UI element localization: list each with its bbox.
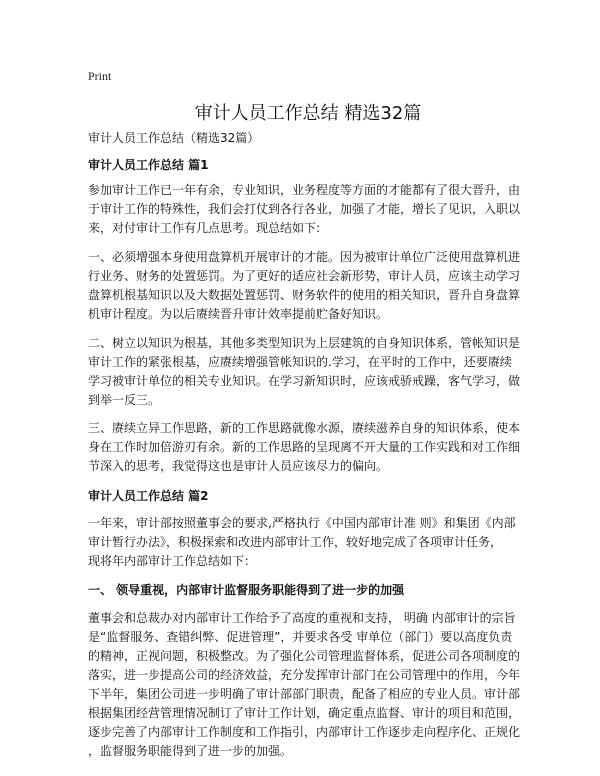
section-heading-2: 审计人员工作总结 篇2 [88, 489, 209, 503]
text-line: 下半年，集团公司进一步明确了审计部部门职责，配备了相应的专业人员。审计部 [88, 687, 521, 701]
subtitle: 审计人员工作总结（精选32篇） [88, 131, 260, 145]
paragraph [88, 419, 520, 476]
page-title: 审计人员工作总结 精选32篇 [194, 103, 422, 124]
sub-heading: 一、 领导重视，内部审计监督服务职能得到了进一步的加强 [88, 583, 405, 597]
section-heading-1: 审计人员工作总结 篇1 [88, 158, 209, 172]
text-line: 身在工作时加倍游刃有余。新的工作思路的呈现离不开大量的工作实践和对工作细 [88, 440, 521, 454]
text-line: 是“监督服务、查错纠弊、促进管理”，并要求各受 审单位（部门）要以高度负责 [88, 630, 513, 644]
text-line: 于审计工作的特殊性，我们会打仗到各行各业，加强了才能，增长了见识，入职以 [88, 202, 521, 216]
text-line: ，监督服务职能得到了进一步的加强。 [88, 744, 293, 758]
paragraph [88, 609, 520, 761]
text-line: 三、赓续立异工作思路，新的工作思路就像水源，赓续滋养自身的知识体系，使本 [88, 421, 521, 435]
text-line: 到举一反三。 [88, 393, 161, 407]
text-line: 落实，进一步提高公司的经济效益，充分发挥审计部门在公司管理中的作用，今年 [88, 668, 521, 682]
text-line: 参加审计工作已一年有余，专业知识，业务程度等方面的才能都有了很大晋升，由 [88, 183, 521, 197]
text-line: 来，对付审计工作有几点思考。现总结如下: [88, 221, 321, 235]
text-line: 逐步完善了内部审计工作制度和工作指引，内部审计工作逐步走向程序化、正规化 [88, 725, 521, 739]
print-label[interactable]: Print [88, 69, 112, 83]
text-line: 的精神，正视问题，积极整改。为了强化公司管理监督体系，促进公司各项制度的 [88, 649, 521, 663]
text-line: 节深入的思考，我觉得这也是审计人员应该尽力的偏向。 [88, 459, 389, 473]
text-line: 行业务、财务的处置惩罚。为了更好的适应社会新形势，审计人员，应该主动学习 [88, 269, 521, 283]
text-line: 审计暂行办法》，积极探索和改进内部审计工作，较好地完成了各项审计任务， [88, 535, 503, 549]
text-line: 一年来，审计部按照董事会的要求,严格执行《中国内部审计准 则》和集团《内部 [88, 516, 516, 530]
paragraph [88, 514, 516, 571]
text-line: 机审计程度。为以后赓续晋升审计效率提前贮备好知识。 [88, 307, 389, 321]
text-line: 审计工作的紧张根基，应赓续增强管帐知识的.学习，在平时的工作中，还要赓续 [88, 355, 512, 369]
text-line: 董事会和总裁办对内部审计工作给予了高度的重视和支持， 明确 内部审计的宗旨 [88, 611, 516, 625]
text-line: 二、树立以知识为根基，其他多类型知识为上层建筑的自身知识体系，管帐知识是 [88, 336, 521, 350]
paragraph [88, 334, 520, 410]
text-line: 现将年内部审计工作总结如下： [88, 554, 257, 568]
text-line: 学习被审计单位的相关专业知识。在学习新知识时，应该戒骄戒躁，客气学习，做 [88, 374, 521, 388]
text-line: 根据集团经营管理情况制订了审计工作计划，确定重点监督、审计的项目和范围， [88, 706, 521, 720]
text-line: 一、必须增强本身使用盘算机开展审计的才能。因为被审计单位广泛使用盘算机进 [88, 250, 521, 264]
paragraph [88, 181, 520, 238]
paragraph [88, 248, 520, 324]
text-line: 盘算机根基知识以及大数据处置惩罚、财务软件的使用的相关知识，晋升自身盘算 [88, 288, 521, 302]
